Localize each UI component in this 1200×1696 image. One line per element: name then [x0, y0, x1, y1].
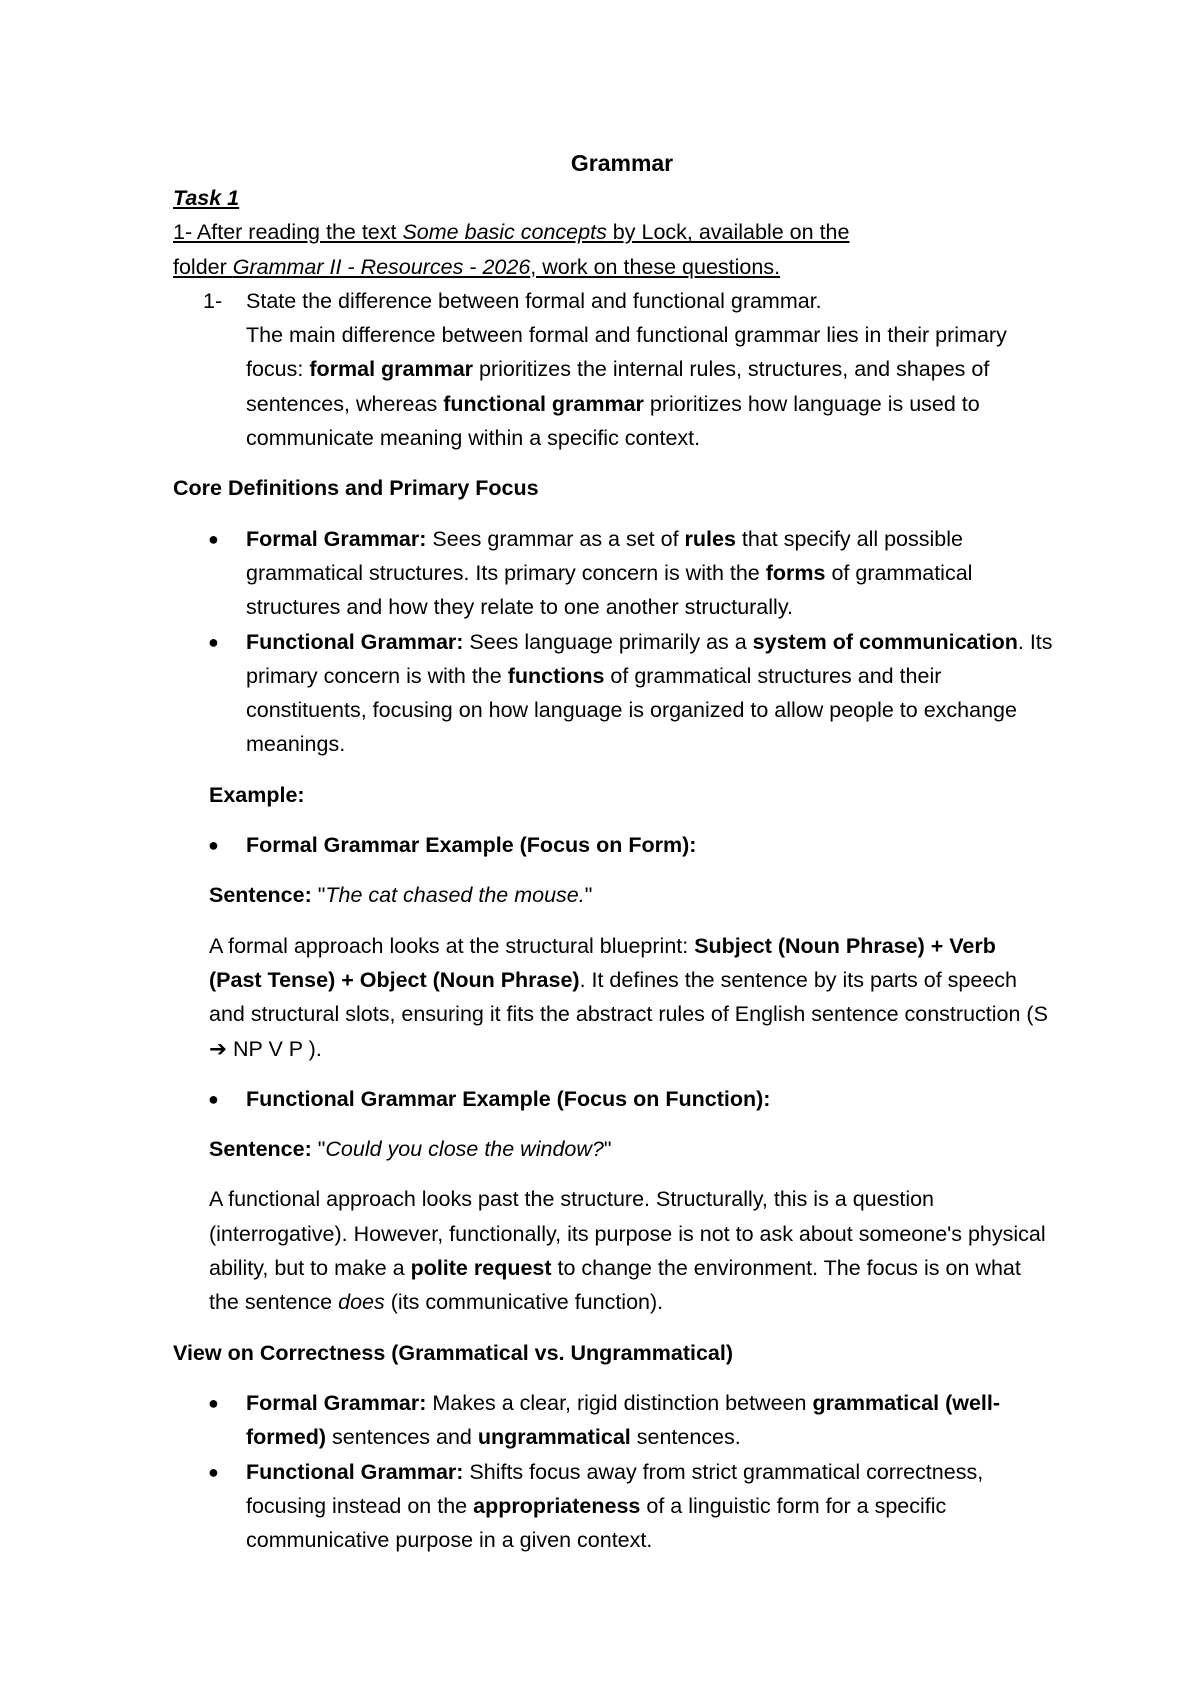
formal-example-list — [173, 828, 1053, 862]
formal-example-sentence: Sentence: "The cat chased the mouse." — [209, 883, 593, 908]
task-instructions: 1- After reading the text Some basic concepts by Lock, available on the folder Grammar II - Resources - 2026, work on these questions. — [173, 220, 850, 279]
question-1 — [173, 284, 1053, 318]
list-item: ● Functional Grammar Example (Focus on Function): — [173, 1082, 1053, 1116]
list-item: ● Formal Grammar: Makes a clear, rigid distinction between grammatical (well-formed) sentences and ungrammatical sentences. — [173, 1386, 1053, 1455]
example-heading: Example: — [209, 782, 305, 807]
arrow-icon: ➔ — [209, 1036, 228, 1061]
bullet-icon: ● — [208, 1392, 219, 1413]
section-heading-correctness: View on Correctness (Grammatical vs. Ungrammatical) — [173, 1340, 734, 1365]
core-definitions-list — [173, 522, 1053, 762]
list-item: ● Functional Grammar: Shifts focus away from strict grammatical correctness, focusing instead on the appropriateness of a linguistic form for a specific communicative purpose in a given context. — [173, 1455, 1053, 1558]
bullet-icon: ● — [208, 835, 219, 856]
question-number: 1- — [203, 288, 223, 313]
correctness-list — [173, 1386, 1053, 1557]
bullet-icon: ● — [208, 1088, 219, 1109]
text-title: Some basic concepts — [402, 220, 607, 245]
document-page — [173, 145, 1053, 1557]
functional-example-list — [173, 1082, 1053, 1116]
bullet-icon: ● — [208, 528, 219, 549]
bullet-icon: ● — [208, 1461, 219, 1482]
formal-example-explanation: A formal approach looks at the structural blueprint: Subject (Noun Phrase) + Verb (Past Tense) + Object (Noun Phrase). It defines the sentence by its parts of speech and structural slots, ensuring it fits the abstract rules of English sentence construction (S➔ NP V P ). — [209, 929, 1053, 1066]
list-item: ● Formal Grammar Example (Focus on Form): — [173, 828, 1053, 862]
list-item: ● Formal Grammar: Sees grammar as a set of rules that specify all possible grammatical structures. Its primary concern is with the forms of grammatical structures and how they relate to one another structurally. — [173, 522, 1053, 625]
question-text: State the difference between formal and functional grammar. — [246, 288, 822, 313]
functional-example-explanation: A functional approach looks past the structure. Structurally, this is a question (interrogative). However, functionally, its purpose is not to ask about someone's physical ability, but to make a polite request to change the environment. The focus is on what the sentence does (its communicative function). — [209, 1187, 1046, 1315]
list-item: ● Functional Grammar: Sees language primarily as a system of communication. Its primary concern is with the functions of grammatical structures and their constituents, focusing on how language is organized to allow people to exchange meanings. — [173, 625, 1053, 762]
task-label: Task 1 — [173, 186, 240, 210]
answer-paragraph: The main difference between formal and functional grammar lies in their primary focus: formal grammar prioritizes the internal rules, structures, and shapes of sentences, whereas functional grammar prioritizes how language is used to communicate meaning within a specific context. — [246, 323, 1007, 451]
folder-name: Grammar II - Resources - 2026 — [232, 254, 531, 279]
functional-example-sentence: Sentence: "Could you close the window?" — [209, 1137, 612, 1162]
section-heading-core-definitions: Core Definitions and Primary Focus — [173, 476, 539, 501]
bullet-icon: ● — [208, 631, 219, 652]
page-title: Grammar — [570, 150, 674, 176]
